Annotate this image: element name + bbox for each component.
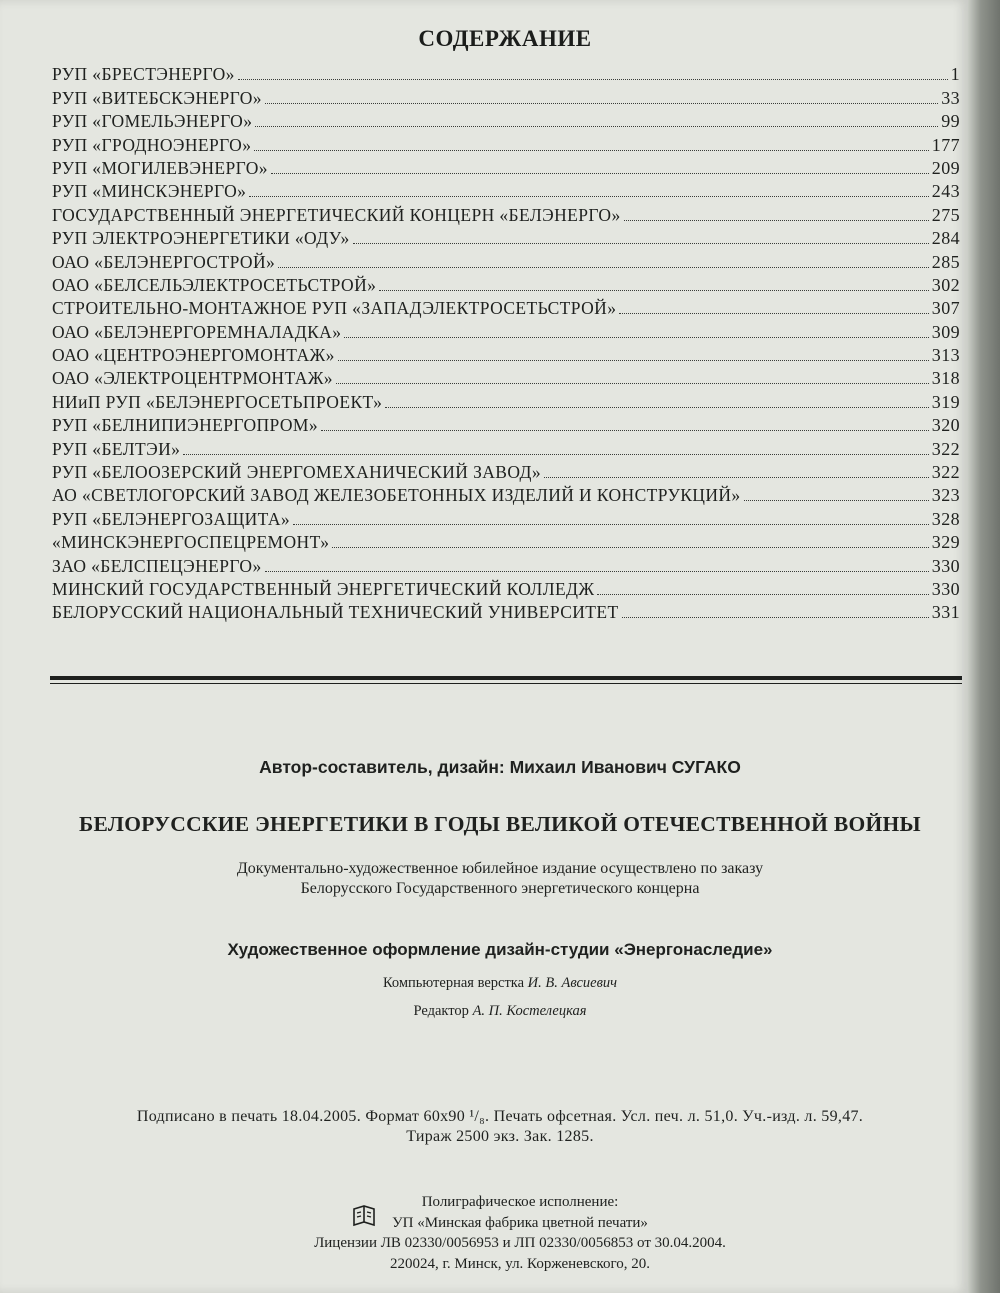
toc-entry-page: 243 [931, 181, 960, 202]
toc-dot-leader [278, 267, 929, 268]
art-design-line: Художественное оформление дизайн-студии «Энергонаследие» [227, 940, 773, 959]
toc-entry-name: ГОСУДАРСТВЕННЫЙ ЭНЕРГЕТИЧЕСКИЙ КОНЦЕРН «БЕЛЭНЕРГО» [52, 204, 621, 225]
toc-dot-leader [353, 243, 929, 244]
toc-entry [52, 273, 960, 296]
toc-entry [52, 366, 960, 389]
page-edge [968, 0, 1000, 1293]
toc-dot-leader [265, 571, 929, 572]
toc-entry-name: ОАО «БЕЛЭНЕРГОСТРОЙ» [52, 251, 276, 272]
toc-entry-name: РУП «БЕЛЭНЕРГОЗАЩИТА» [52, 508, 291, 529]
toc-entry-page: 285 [931, 251, 960, 272]
toc-entry-name: «МИНСКЭНЕРГОСПЕЦРЕМОНТ» [52, 532, 330, 553]
toc-entry [52, 389, 960, 412]
toc-dot-leader [332, 547, 928, 548]
toc-entry-page: 320 [931, 415, 960, 436]
toc-entry-name: РУП «ВИТЕБСКЭНЕРГО» [52, 87, 262, 108]
toc-entry-page: 322 [931, 438, 960, 459]
toc-dot-leader [385, 407, 928, 408]
editor-credit [0, 1003, 1000, 1020]
toc-dot-leader [293, 524, 929, 525]
toc-dot-leader [622, 617, 929, 618]
toc-entry-name: РУП «БЕЛООЗЕРСКИЙ ЭНЕРГОМЕХАНИЧЕСКИЙ ЗАВОД» [52, 462, 542, 483]
toc-dot-leader [744, 500, 929, 501]
toc-dot-leader [238, 79, 948, 80]
toc-entry-page: 177 [931, 134, 960, 155]
toc-entry-page: 307 [931, 298, 960, 319]
toc-entry-name: РУП «БЕЛНИПИЭНЕРГОПРОМ» [52, 415, 319, 436]
printing-heading: Полиграфическое исполнение: [421, 1194, 619, 1210]
toc-entry [52, 577, 960, 600]
toc-entry [52, 530, 960, 553]
toc-entry-name: ОАО «БЕЛЭНЕРГОРЕМНАЛАДКА» [52, 321, 342, 342]
toc-entry-name: БЕЛОРУССКИЙ НАЦИОНАЛЬНЫЙ ТЕХНИЧЕСКИЙ УНИВЕРСИТЕТ [52, 602, 619, 623]
author-line: Автор-составитель, дизайн: Михаил Иванович СУГАКО [259, 757, 741, 777]
layout-name: И. В. Авсиевич [527, 975, 618, 991]
toc-entry [52, 506, 960, 529]
toc-entry-page: 275 [931, 204, 960, 225]
toc-entry [52, 296, 960, 319]
toc-dot-leader [271, 173, 929, 174]
toc-dot-leader [183, 454, 929, 455]
toc-dot-leader [624, 220, 929, 221]
toc-entry [52, 460, 960, 483]
editor-label: Редактор [413, 1003, 469, 1019]
toc-entry [52, 413, 960, 436]
toc-entry [52, 249, 960, 272]
toc-entry-name: ОАО «ЭЛЕКТРОЦЕНТРМОНТАЖ» [52, 368, 333, 389]
table-of-contents [52, 62, 960, 623]
toc-entry [52, 109, 960, 132]
toc-entry-page: 33 [941, 87, 960, 108]
toc-entry-page: 284 [931, 228, 960, 249]
toc-entry [52, 436, 960, 459]
toc-dot-leader [344, 337, 928, 338]
toc-entry-name: СТРОИТЕЛЬНО-МОНТАЖНОЕ РУП «ЗАПАДЭЛЕКТРОСЕТЬСТРОЙ» [52, 298, 617, 319]
toc-entry-name: МИНСКИЙ ГОСУДАРСТВЕННЫЙ ЭНЕРГЕТИЧЕСКИЙ КОЛЛЕДЖ [52, 578, 595, 599]
toc-entry [52, 343, 960, 366]
toc-entry-page: 323 [931, 485, 960, 506]
toc-entry-name: ОАО «БЕЛСЕЛЬЭЛЕКТРОСЕТЬСТРОЙ» [52, 274, 377, 295]
toc-dot-leader [619, 313, 928, 314]
toc-entry [52, 600, 960, 623]
toc-entry-page: 99 [941, 111, 960, 132]
section-divider-thick [50, 676, 962, 680]
circulation-line: Тираж 2500 экз. Зак. 1285. [406, 1128, 594, 1145]
toc-title: СОДЕРЖАНИЕ [418, 26, 592, 51]
toc-dot-leader [336, 383, 929, 384]
toc-entry-name: РУП ЭЛЕКТРОЭНЕРГЕТИКИ «ОДУ» [52, 228, 350, 249]
toc-entry-page: 319 [931, 391, 960, 412]
toc-entry-name: НИиП РУП «БЕЛЭНЕРГОСЕТЬПРОЕКТ» [52, 391, 383, 412]
toc-entry-name: РУП «ГОМЕЛЬЭНЕРГО» [52, 111, 253, 132]
toc-dot-leader [265, 103, 938, 104]
editor-name: А. П. Костелецкая [472, 1003, 587, 1019]
toc-dot-leader [321, 430, 929, 431]
edition-description-line-1: Документально-художественное юбилейное издание осуществлено по заказу [236, 860, 764, 877]
toc-entry-page: 330 [931, 578, 960, 599]
printing-info [300, 1192, 740, 1274]
toc-entry-page: 331 [931, 602, 960, 623]
toc-entry-name: РУП «МИНСКЭНЕРГО» [52, 181, 247, 202]
print-specs-line: Подписано в печать 18.04.2005. Формат 60x90 ¹/₈. Печать офсетная. Усл. печ. л. 51,0. Уч.-изд. л. 59,47. [136, 1108, 864, 1125]
layout-credit [0, 975, 1000, 992]
toc-entry-name: РУП «МОГИЛЕВЭНЕРГО» [52, 157, 268, 178]
toc-entry [52, 319, 960, 342]
toc-entry-page: 313 [931, 345, 960, 366]
toc-dot-leader [379, 290, 929, 291]
toc-entry-page: 302 [931, 274, 960, 295]
toc-entry [52, 553, 960, 576]
toc-entry-page: 322 [931, 462, 960, 483]
book-title: БЕЛОРУССКИЕ ЭНЕРГЕТИКИ В ГОДЫ ВЕЛИКОЙ ОТЕЧЕСТВЕННОЙ ВОЙНЫ [79, 812, 921, 836]
toc-entry-name: РУП «БЕЛТЭИ» [52, 438, 181, 459]
toc-entry [52, 132, 960, 155]
toc-entry-name: ЗАО «БЕЛСПЕЦЭНЕРГО» [52, 555, 262, 576]
toc-dot-leader [254, 150, 928, 151]
toc-entry-name: ОАО «ЦЕНТРОЭНЕРГОМОНТАЖ» [52, 345, 335, 366]
toc-entry-page: 328 [931, 508, 960, 529]
toc-entry-page: 330 [931, 555, 960, 576]
toc-entry [52, 483, 960, 506]
toc-dot-leader [597, 594, 928, 595]
toc-entry-name: РУП «БРЕСТЭНЕРГО» [52, 64, 235, 85]
printing-licenses: Лицензии ЛВ 02330/0056953 и ЛП 02330/0056853 от 30.04.2004. [314, 1235, 726, 1251]
toc-dot-leader [255, 126, 938, 127]
section-divider-thin [50, 683, 962, 684]
toc-entry [52, 226, 960, 249]
toc-entry [52, 156, 960, 179]
toc-entry-page: 1 [950, 64, 960, 85]
toc-entry [52, 62, 960, 85]
toc-entry-name: АО «СВЕТЛОГОРСКИЙ ЗАВОД ЖЕЛЕЗОБЕТОННЫХ ИЗДЕЛИЙ И КОНСТРУКЦИЙ» [52, 485, 741, 506]
toc-entry-page: 318 [931, 368, 960, 389]
toc-entry-page: 309 [931, 321, 960, 342]
toc-dot-leader [338, 360, 929, 361]
toc-entry [52, 202, 960, 225]
toc-entry-page: 209 [931, 157, 960, 178]
toc-dot-leader [544, 477, 929, 478]
toc-dot-leader [249, 196, 928, 197]
printing-company: УП «Минская фабрика цветной печати» [392, 1214, 648, 1231]
layout-label: Компьютерная верстка [382, 975, 525, 991]
printing-address: 220024, г. Минск, ул. Корженевского, 20. [389, 1255, 651, 1272]
toc-entry [52, 85, 960, 108]
toc-entry-name: РУП «ГРОДНОЭНЕРГО» [52, 134, 252, 155]
toc-entry [52, 179, 960, 202]
toc-entry-page: 329 [931, 532, 960, 553]
edition-description-line-2: Белорусского Государственного энергетического концерна [300, 880, 700, 897]
